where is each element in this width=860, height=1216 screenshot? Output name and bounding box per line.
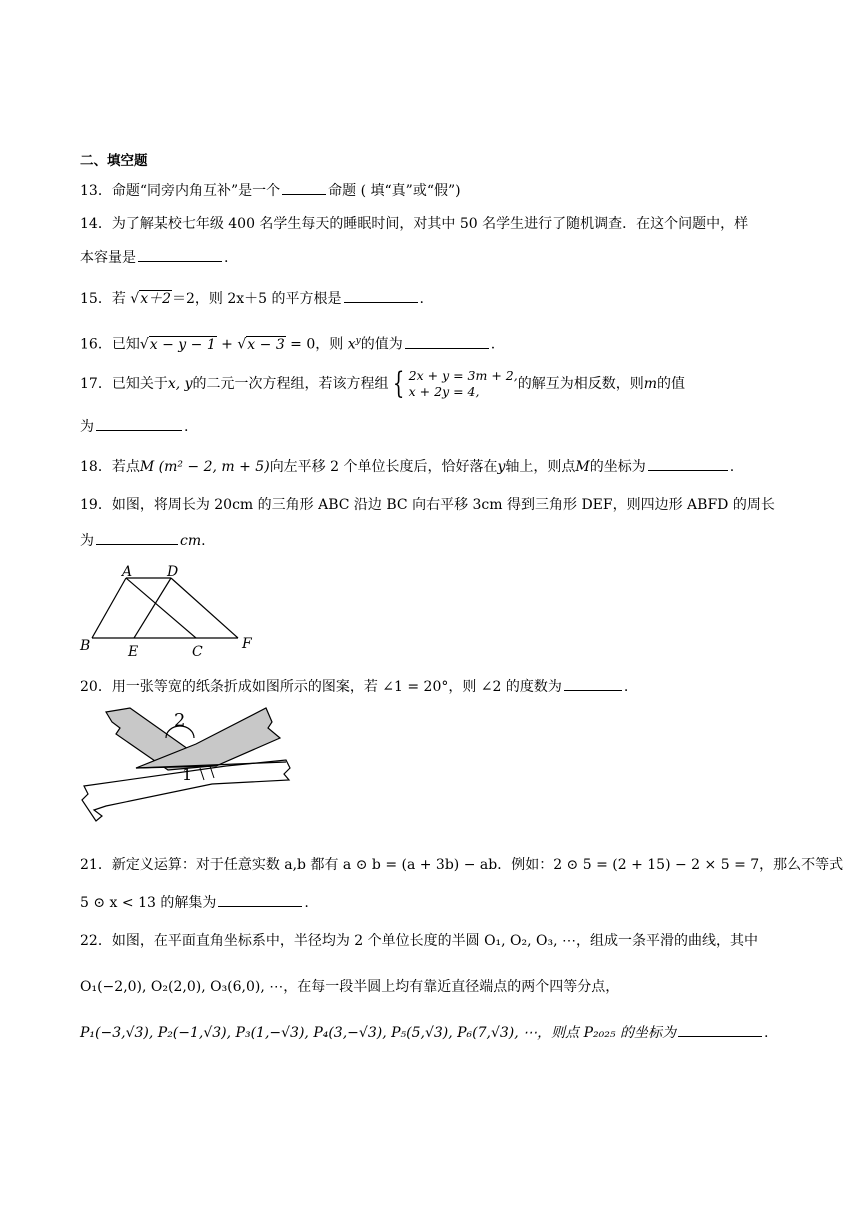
q14-text: 本容量是: [80, 250, 136, 266]
question-21-line-2: [80, 892, 309, 912]
q19-answer-blank[interactable]: [96, 530, 178, 545]
q17-end: .: [184, 419, 189, 435]
label-A: A: [122, 564, 133, 580]
figure-19-triangle-translation: [78, 562, 268, 660]
q21-answer-blank[interactable]: [218, 892, 302, 907]
q14-answer-blank[interactable]: [138, 247, 222, 262]
q18-M: M: [575, 459, 590, 475]
q15-radicand: x＋2: [140, 291, 172, 307]
q16-text: 16．已知: [80, 336, 140, 353]
question-18: [80, 456, 734, 476]
segment-AB: [92, 578, 126, 638]
q22-end: .: [763, 1025, 769, 1041]
q17-equation-1: 2x + y = 3m + 2,: [408, 368, 518, 383]
q18-mid3: 的坐标为: [589, 459, 646, 475]
q16-power-base: x: [347, 336, 356, 353]
q15-end: .: [419, 291, 424, 307]
q17-mid1: 的二元一次方程组，若该方程组: [192, 376, 389, 392]
label-C: C: [192, 644, 203, 660]
angle-label-1: 1: [182, 765, 193, 784]
q20-answer-blank[interactable]: [564, 676, 622, 691]
q20-text: 20．用一张等宽的纸条折成如图所示的图案，若 ∠1 = 20°，则 ∠2 的度数为: [80, 679, 562, 695]
q18-point: M (m² − 2, m + 5): [139, 459, 270, 475]
q21-end: .: [304, 895, 309, 911]
question-20: [80, 676, 628, 696]
q22-answer-blank[interactable]: [678, 1022, 762, 1037]
q17-pre2: 为: [80, 419, 94, 435]
question-19-line-1: 19．如图，将周长为 20cm 的三角形 ABC 沿边 BC 向右平移 3cm 得到三角形 DEF，则四边形 ABFD 的周长: [80, 497, 775, 513]
q13-text: 13．命题“同旁内角互补”是一个: [80, 183, 281, 199]
label-B: B: [80, 638, 91, 654]
q18-mid1: 向左平移 2 个单位长度后，恰好落在: [269, 459, 498, 475]
angle-label-2: 2: [174, 710, 186, 731]
question-14-line-1: 14．为了解某校七年级 400 名学生每天的睡眠时间，对其中 50 名学生进行了随机调查．在这个问题中，样: [80, 216, 749, 232]
segment-DF: [171, 578, 238, 638]
q17-mid2: 的解互为相反数，则: [517, 376, 644, 392]
q18-text: 18．若点: [80, 459, 140, 475]
q17-equation-system: [389, 368, 518, 400]
q15-answer-blank[interactable]: [344, 288, 418, 303]
q16-radicand-1: x − y − 1: [149, 336, 216, 353]
q16-plus: +: [216, 336, 238, 353]
q17-vars: x, y: [167, 376, 193, 392]
label-E: E: [128, 644, 139, 660]
section-heading: 二、填空题: [80, 153, 148, 169]
q16-mid: 的值为: [360, 336, 403, 353]
q15-text: 15．若: [80, 291, 126, 307]
question-17-line-2: [80, 416, 188, 436]
q17-equation-2: x + 2y = 4,: [408, 384, 480, 399]
q18-answer-blank[interactable]: [648, 456, 728, 471]
q14-text-end: .: [224, 250, 229, 266]
q19-unit: cm: [180, 533, 202, 549]
q21-pre2: 5 ⊙ x < 13 的解集为: [80, 895, 217, 911]
q19-end: .: [201, 533, 206, 549]
label-F: F: [242, 636, 252, 652]
q17-post1: 的值: [656, 376, 685, 392]
q20-end: .: [623, 679, 629, 695]
q16-radicand-2: x − 3: [247, 336, 285, 353]
q18-y: y: [497, 459, 506, 475]
figure-20-folded-paper-strip: [76, 704, 302, 828]
q22-points: P₁(−3,√3), P₂(−1,√3), P₃(1,−√3), P₄(3,−√3), P₅(5,√3), P₆(7,√3), ⋯，则点 P₂₀₂₅ 的坐标为: [80, 1025, 676, 1041]
question-17-line-1: [80, 366, 685, 406]
segment-AC: [126, 578, 196, 638]
q16-eq: = 0，则: [285, 336, 344, 353]
left-brace-icon: {: [392, 366, 404, 401]
question-22-line-1: 22．如图，在平面直角坐标系中，半径均为 2 个单位长度的半圆 O₁, O₂, O₃, ⋯，组成一条平滑的曲线，其中: [80, 933, 759, 949]
q16-end: .: [490, 336, 496, 353]
q17-text: 17．已知关于: [80, 376, 168, 392]
q15-mid: ＝2，则 2x＋5 的平方根是: [172, 291, 342, 307]
label-D: D: [167, 564, 179, 580]
question-14-line-2: [80, 247, 228, 267]
question-19-line-2: [80, 530, 206, 550]
q17-m: m: [643, 376, 657, 392]
q16-answer-blank[interactable]: [405, 334, 489, 349]
q19-pre2: 为: [80, 533, 94, 549]
q16-power-exp: y: [355, 336, 361, 346]
question-21-line-1: 21．新定义运算：对于任意实数 a,b 都有 a ⊙ b = (a + 3b) − ab．例如：2 ⊙ 5 = (2 + 15) − 2 × 5 = 7，那么不等式: [80, 857, 844, 873]
q18-mid2: 轴上，则点: [505, 459, 576, 475]
segment-DE: [134, 578, 171, 638]
question-15: 15．若 √x＋2＝2，则 2x＋5 的平方根是 .: [80, 288, 424, 308]
question-22-line-3: [80, 1022, 768, 1042]
question-13: [80, 180, 461, 200]
q18-end: .: [729, 459, 735, 475]
q13-text-end: 命题 ( 填“真”或“假”): [328, 183, 461, 199]
q17-answer-blank[interactable]: [96, 416, 182, 431]
question-16: 16．已知√x − y − 1 + √x − 3 = 0，则 $x^y$的值为 .: [80, 332, 495, 354]
question-22-line-2: O₁(−2,0), O₂(2,0), O₃(6,0), ⋯，在每一段半圆上均有靠近直径端点的两个四等分点，: [80, 979, 620, 995]
q13-answer-blank[interactable]: [282, 180, 326, 195]
